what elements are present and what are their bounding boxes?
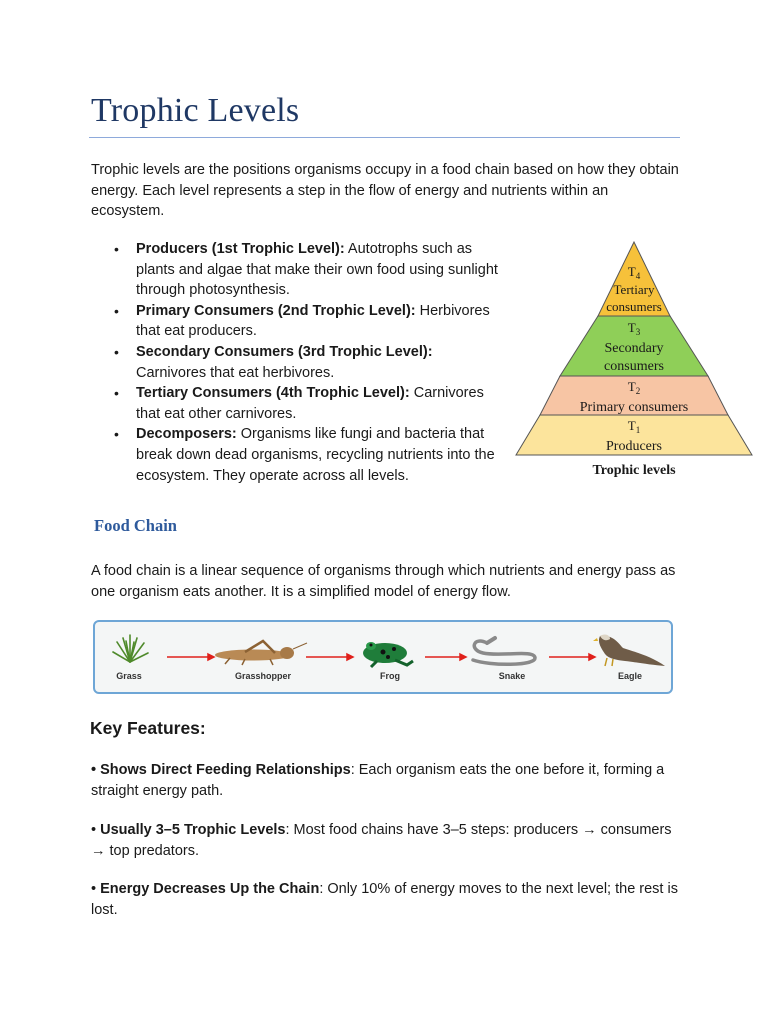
tier-t1-label-1: Producers: [606, 439, 662, 454]
tier-t3-symbol: $T_3$: [627, 320, 641, 337]
grass-icon: [113, 635, 148, 662]
tier-t4-label-1: Tertiary: [613, 282, 655, 297]
pyramid-caption: Trophic levels: [592, 463, 676, 478]
grasshopper-icon: [215, 641, 307, 665]
eagle-icon: [593, 635, 665, 666]
intro-paragraph: Trophic levels are the positions organisms occupy in a food chain based on how they obtain energy. Each level represents a step in the flow of energy and nutrients within an ecosystem.: [91, 162, 679, 219]
tier-t3-label-1: Secondary: [604, 341, 664, 356]
trophic-level-list: [136, 239, 504, 486]
page-title: Trophic Levels: [91, 92, 300, 129]
tier-t1-symbol: $T_1$: [627, 418, 641, 435]
frog-icon: [363, 642, 413, 667]
feature-item: • Usually 3–5 Trophic Levels: Most food chains have 3–5 steps: producers → consumers → top predators.: [91, 822, 672, 859]
feature-item: • Shows Direct Feeding Relationships: Each organism eats the one before it, forming a straight energy path.: [91, 762, 665, 799]
tier-t3-label-2: consumers: [604, 359, 664, 374]
title-divider: [89, 137, 680, 138]
tier-t4-label-2: consumers: [606, 299, 662, 314]
list-item: • Producers (1st Trophic Level): Autotrophs such as plants and algae that make their own food using sunlight through photosynthesis.: [136, 239, 504, 301]
arrow-head-icon: [347, 654, 353, 660]
organism-label-grass: Grass: [116, 671, 142, 681]
food-chain-heading: Food Chain: [94, 516, 177, 535]
tier-t2-symbol: $T_2$: [627, 379, 641, 396]
list-item: • Secondary Consumers (3rd Trophic Level): Carnivores that eat herbivores.: [136, 342, 504, 383]
list-item: • Tertiary Consumers (4th Trophic Level): Carnivores that eat other carnivores.: [136, 383, 504, 424]
tier-t2-label-1: Primary consumers: [579, 400, 689, 415]
feature-item: • Energy Decreases Up the Chain: Only 10% of energy moves to the next level; the rest is lost.: [91, 881, 678, 918]
food-chain-diagram: [93, 620, 673, 694]
list-item: • Primary Consumers (2nd Trophic Level): Herbivores that eat producers.: [136, 301, 504, 342]
snake-icon: [473, 638, 535, 664]
list-item: • Decomposers: Organisms like fungi and bacteria that break down dead organisms, recycling nutrients into the ecosystem. They operate across all levels.: [136, 424, 504, 486]
trophic-pyramid-diagram: [514, 239, 754, 481]
organism-label-snake: Snake: [498, 671, 526, 681]
organism-label-frog: Frog: [380, 671, 400, 681]
arrow-head-icon: [589, 654, 595, 660]
arrow-head-icon: [460, 654, 466, 660]
key-features-heading: Key Features:: [90, 718, 206, 738]
organism-label-eagle: Eagle: [617, 671, 643, 681]
organism-label-grasshopper: Grasshopper: [234, 671, 292, 681]
tier-t4-symbol: $T_4$: [627, 264, 641, 281]
arrow-head-icon: [208, 654, 214, 660]
food-chain-paragraph: A food chain is a linear sequence of organisms through which nutrients and energy pass as one organism eats another. It is a simplified model of energy flow.: [91, 563, 676, 600]
